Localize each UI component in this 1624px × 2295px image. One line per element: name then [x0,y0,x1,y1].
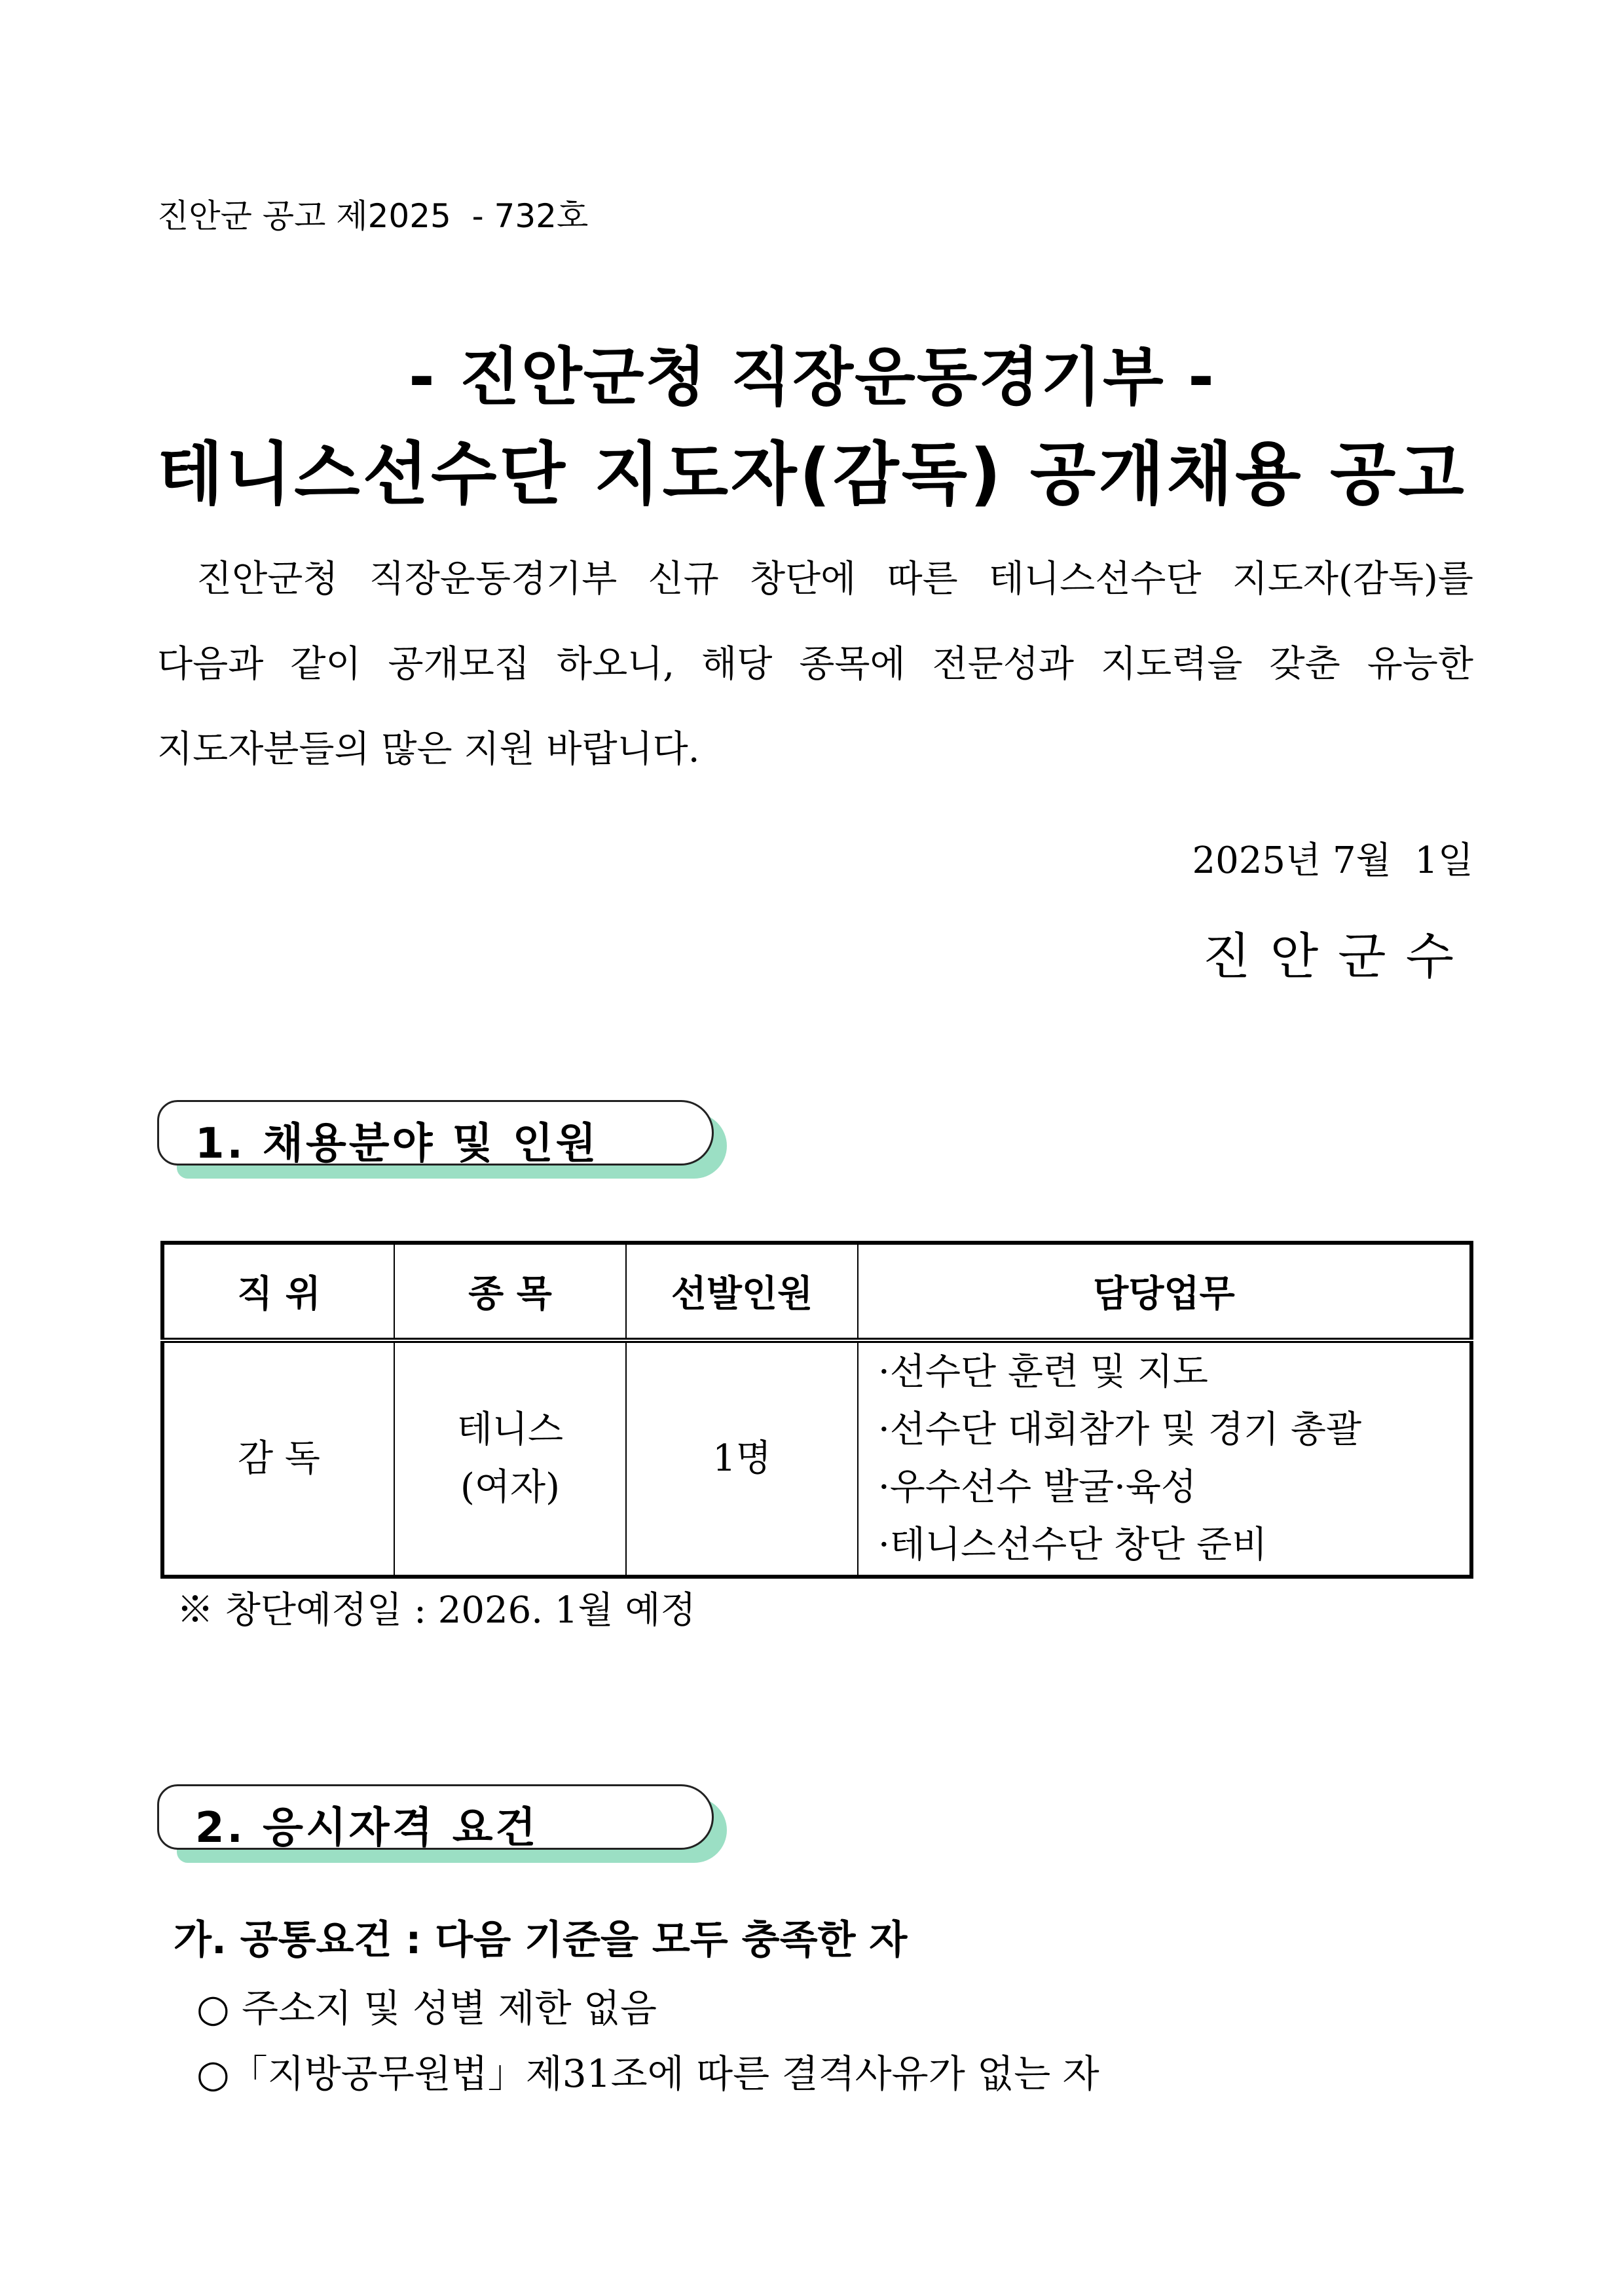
intro-line-3: 지도자분들의 많은 지원 바랍니다. [157,728,700,771]
intro-paragraph [157,537,1473,792]
requirement-item: ○ 주소지 및 성별 제한 없음 [196,1986,657,2030]
signer: 진안군수 [1202,927,1473,985]
requirement-item: ○「지방공무원법」제31조에 따른 결격사유가 없는 자 [196,2051,1099,2096]
section-1-frame [157,1100,714,1166]
section-2-frame [157,1784,714,1850]
notice-number: 진안군 공고 제2025 - 732호 [157,197,589,235]
recruitment-table [160,1241,1473,1579]
sport-line-2: (여자) [460,1466,560,1509]
intro-line-1: 진안군청 직장운동경기부 신규 창단에 따른 테니스선수단 지도자(감독)를 [196,558,1473,600]
common-requirements-heading: 가. 공통요건 : 다음 기준을 모두 충족한 자 [174,1917,908,1963]
cell-position: 감 독 [237,1437,320,1480]
intro-line-2: 다음과 같이 공개모집 하오니, 해당 종목에 전문성과 지도력을 갖춘 유능한 [157,643,1473,686]
header-duties: 담당업무 [858,1243,1471,1340]
header-count: 선발인원 [626,1243,858,1340]
title-line-2: 테니스선수단 지도자(감독) 공개채용 공고 [157,434,1467,514]
cell-duties [858,1340,1471,1577]
cell-count: 1명 [626,1340,858,1577]
section-2-label: 2. 응시자격 요건 [195,1804,539,1852]
table-header-row [162,1243,1471,1340]
header-sport: 종 목 [394,1243,626,1340]
title-line-1: - 진안군청 직장운동경기부 - [408,340,1216,414]
section-1-header [157,1100,727,1172]
notice-date: 2025년 7월 1일 [1192,839,1473,882]
table-row [162,1340,1471,1577]
duty-item: ·선수단 훈련 및 지도 [877,1351,1208,1393]
cell-sport [394,1340,626,1577]
duty-item: ·선수단 대회참가 및 경기 총괄 [877,1408,1362,1451]
duty-item: ·테니스선수단 창단 준비 [877,1524,1268,1566]
sport-line-1: 테니스 [456,1408,564,1451]
section-1-label: 1. 채용분야 및 인원 [195,1120,599,1168]
duty-item: ·우수선수 발굴·육성 [877,1466,1197,1509]
section-2-header [157,1784,727,1856]
founding-date-note: ※ 창단예정일 : 2026. 1월 예정 [177,1589,696,1632]
header-position: 직 위 [162,1243,394,1340]
